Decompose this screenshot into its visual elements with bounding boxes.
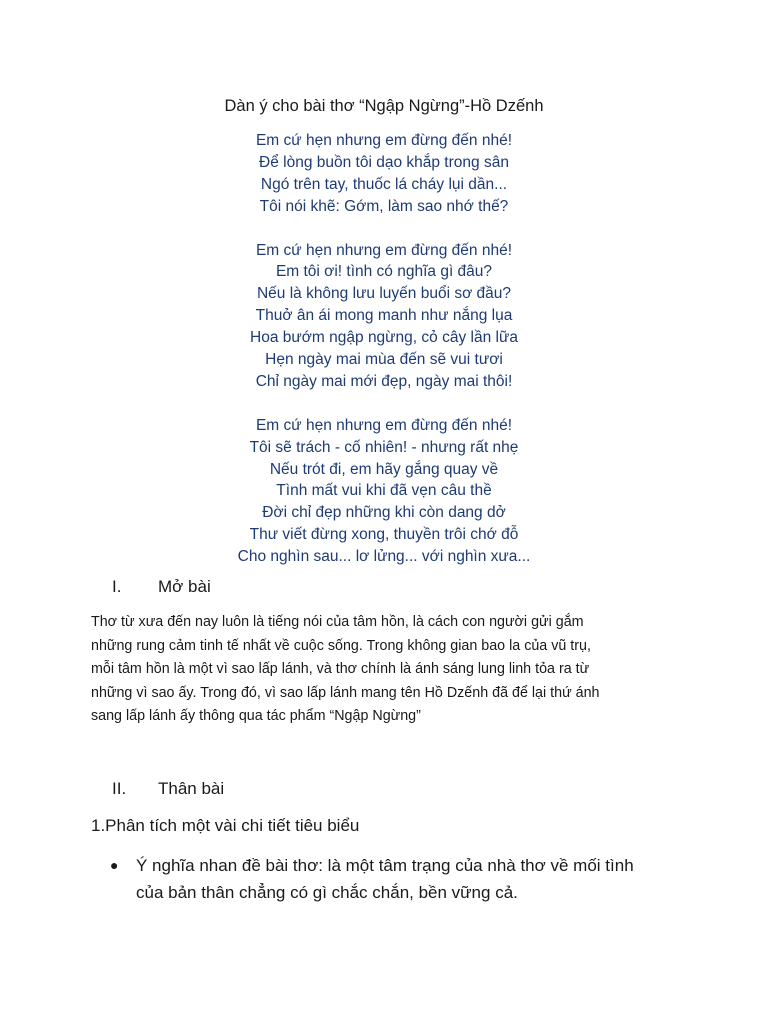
poem-verse: Đời chỉ đẹp những khi còn dang dở (262, 504, 506, 522)
poem (0, 130, 768, 568)
poem-verse: Em tôi ơi! tình có nghĩa gì đâu? (275, 263, 493, 281)
poem-verse: Hẹn ngày mai mùa đến sẽ vui tươi (265, 351, 503, 369)
poem-verse: Em cứ hẹn nhưng em đừng đến nhé! (255, 241, 513, 259)
poem-stanza (0, 415, 768, 568)
poem-verse: Tình mất vui khi đã vẹn câu thề (276, 482, 492, 500)
section-number: I. (112, 577, 122, 596)
section-title: Mở bài (158, 577, 211, 596)
poem-verse: Nếu trót đi, em hãy gắng quay về (269, 460, 499, 478)
poem-verse: Tôi nói khẽ: Gớm, làm sao nhớ thế? (259, 197, 509, 215)
poem-verse: Chỉ ngày mai mới đẹp, ngày mai thôi! (255, 372, 513, 390)
poem-verse: Để lòng buồn tôi dạo khắp trong sân (259, 153, 509, 171)
poem-verse: Thuở ân ái mong manh như nắng lụa (255, 307, 513, 325)
poem-stanza (0, 240, 768, 393)
bullet-line: của bản thân chẳng có gì chắc chắn, bền vững cả. (136, 883, 518, 902)
paragraph-line: Thơ từ xưa đến nay luôn là tiếng nói của tâm hồn, là cách con người gửi gắm (91, 614, 584, 630)
poem-stanza (0, 130, 768, 218)
poem-verse: Nếu là không lưu luyến buổi sơ đầu? (256, 285, 512, 303)
paragraph-line: những rung cảm tinh tế nhất về cuộc sống. Trong không gian bao la của vũ trụ, (91, 637, 591, 654)
section-heading-body (112, 778, 224, 800)
bullet-line: Ý nghĩa nhan đề bài thơ: là một tâm trạng của nhà thơ về mối tình (136, 856, 634, 875)
poem-verse: Tôi sẽ trách - cố nhiên! - nhưng rất nhẹ (249, 438, 519, 456)
poem-verse: Hoa bướm ngập ngừng, cỏ cây lần lữa (250, 329, 518, 347)
paragraph-line: những vì sao ấy. Trong đó, vì sao lấp lánh mang tên Hồ Dzếnh đã để lại thứ ánh (91, 684, 600, 701)
poem-verse: Cho nghìn sau... lơ lửng... với nghìn xưa... (237, 548, 531, 566)
subsection-heading: 1.Phân tích một vài chi tiết tiêu biểu (91, 816, 360, 835)
bullet-icon: ● (110, 857, 119, 873)
section-number: II. (112, 779, 127, 798)
paragraph-line: mỗi tâm hồn là một vì sao lấp lánh, và thơ chính là ánh sáng lung linh tỏa ra từ (91, 661, 590, 678)
bullet-text (136, 852, 634, 906)
paragraph-line: sang lấp lánh ấy thông qua tác phẩm “Ngập Ngừng” (91, 708, 421, 725)
intro-paragraph (91, 611, 691, 729)
document-title: Dàn ý cho bài thơ “Ngập Ngừng”-Hồ Dzếnh (224, 97, 544, 115)
poem-verse: Em cứ hẹn nhưng em đừng đến nhé! (255, 416, 513, 434)
poem-verse: Thư viết đừng xong, thuyền trôi chớ đỗ (249, 526, 519, 544)
poem-verse: Em cứ hẹn nhưng em đừng đến nhé! (255, 132, 513, 149)
section-heading-intro (112, 576, 211, 598)
poem-verse: Ngó trên tay, thuốc lá cháy lụi dần... (260, 175, 508, 193)
section-title: Thân bài (158, 779, 225, 798)
